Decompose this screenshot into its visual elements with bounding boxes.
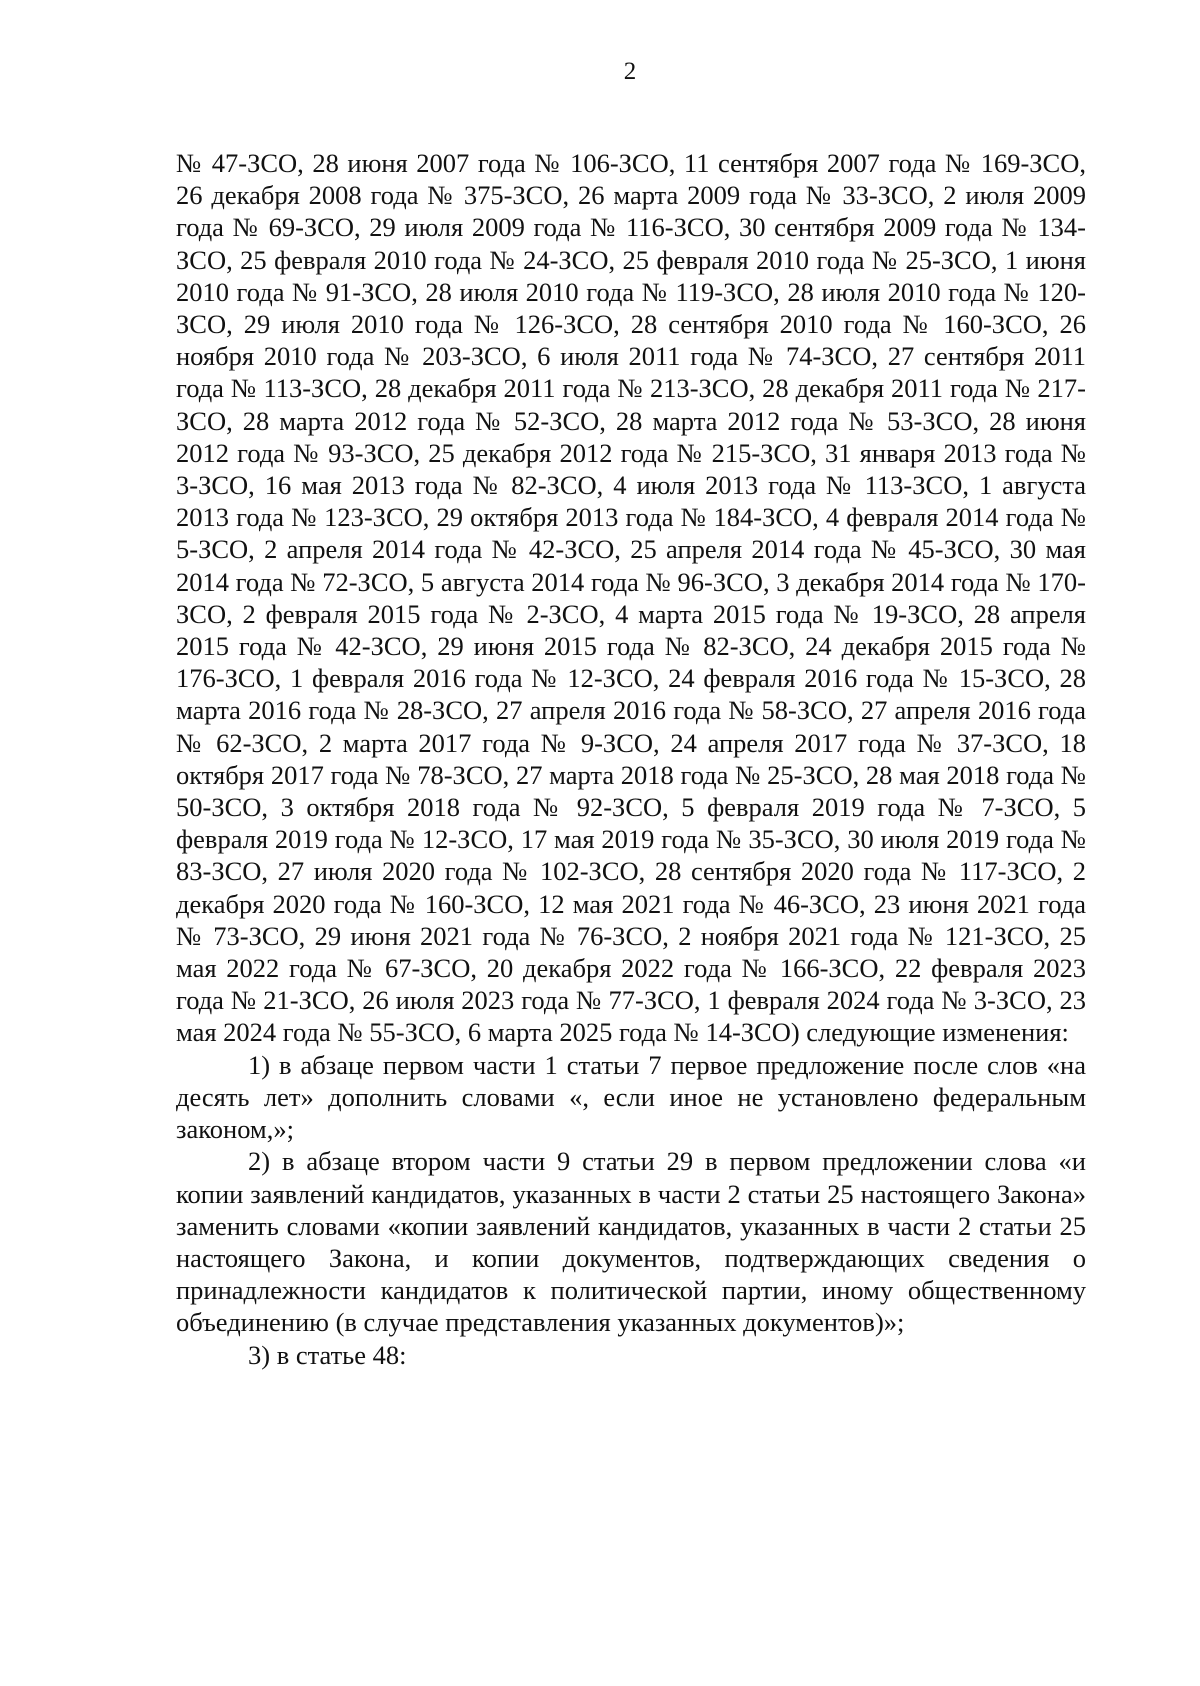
- change-item-3: 3) в статье 48:: [248, 1339, 407, 1370]
- document-body: [176, 147, 1086, 1371]
- change-item-2: 2) в абзаце втором части 9 статьи 29 в первом предложении слова «и копии заявлений кандидатов, указанных в части 2 статьи 25 настоящего Закона» заменить словами «копии заявлений кандидатов, указанных в части 2 статьи 25 настоящего Закона, и копии документов, подтверждающих сведения о принадлежности кандидатов к политической партии, иному общественному объединению (в случае представления указанных документов)»;: [176, 1146, 1086, 1338]
- amendment-list-paragraph: № 47-ЗСО, 28 июня 2007 года № 106-ЗСО, 11 сентября 2007 года № 169-ЗСО, 26 декабря 2008 года № 375-ЗСО, 26 марта 2009 года № 33-ЗСО, 2 июля 2009 года № 69-ЗСО, 29 июля 2009 года № 116-ЗСО, 30 сентября 2009 года № 134-ЗСО, 25 февраля 2010 года № 24-ЗСО, 25 февраля 2010 года № 25-ЗСО, 1 июня 2010 года № 91-ЗСО, 28 июля 2010 года № 119-ЗСО, 28 июля 2010 года № 120-ЗСО, 29 июля 2010 года № 126-ЗСО, 28 сентября 2010 года № 160-ЗСО, 26 ноября 2010 года № 203-ЗСО, 6 июля 2011 года № 74-ЗСО, 27 сентября 2011 года № 113-ЗСО, 28 декабря 2011 года № 213-ЗСО, 28 декабря 2011 года № 217-ЗСО, 28 марта 2012 года № 52-ЗСО, 28 марта 2012 года № 53-ЗСО, 28 июня 2012 года № 93-ЗСО, 25 декабря 2012 года № 215-ЗСО, 31 января 2013 года № 3-ЗСО, 16 мая 2013 года № 82-ЗСО, 4 июля 2013 года № 113-ЗСО, 1 августа 2013 года № 123-ЗСО, 29 октября 2013 года № 184-ЗСО, 4 февраля 2014 года № 5-ЗСО, 2 апреля 2014 года № 42-ЗСО, 25 апреля 2014 года № 45-ЗСО, 30 мая 2014 года № 72-ЗСО, 5 августа 2014 года № 96-ЗСО, 3 декабря 2014 года № 170-ЗСО, 2 февраля 2015 года № 2-ЗСО, 4 марта 2015 года № 19-ЗСО, 28 апреля 2015 года № 42-ЗСО, 29 июня 2015 года № 82-ЗСО, 24 декабря 2015 года № 176-ЗСО, 1 февраля 2016 года № 12-ЗСО, 24 февраля 2016 года № 15-ЗСО, 28 марта 2016 года № 28-ЗСО, 27 апреля 2016 года № 58-ЗСО, 27 апреля 2016 года № 62-ЗСО, 2 марта 2017 года № 9-ЗСО, 24 апреля 2017 года № 37-ЗСО, 18 октября 2017 года № 78-ЗСО, 27 марта 2018 года № 25-ЗСО, 28 мая 2018 года № 50-ЗСО, 3 октября 2018 года № 92-ЗСО, 5 февраля 2019 года № 7-ЗСО, 5 февраля 2019 года № 12-ЗСО, 17 мая 2019 года № 35-ЗСО, 30 июля 2019 года № 83-ЗСО, 27 июля 2020 года № 102-ЗСО, 28 сентября 2020 года № 117-ЗСО, 2 декабря 2020 года № 160-ЗСО, 12 мая 2021 года № 46-ЗСО, 23 июня 2021 года № 73-ЗСО, 29 июня 2021 года № 76-ЗСО, 2 ноября 2021 года № 121-ЗСО, 25 мая 2022 года № 67-ЗСО, 20 декабря 2022 года № 166-ЗСО, 22 февраля 2023 года № 21-ЗСО, 26 июля 2023 года № 77-ЗСО, 1 февраля 2024 года № 3-ЗСО, 23 мая 2024 года № 55-ЗСО, 6 марта 2025 года № 14-ЗСО) следующие изменения:: [176, 148, 1086, 1048]
- page-number: 2: [623, 58, 637, 85]
- change-item-1: 1) в абзаце первом части 1 статьи 7 первое предложение после слов «на десять лет» дополнить словами «, если иное не установлено федеральным законом,»;: [176, 1049, 1086, 1145]
